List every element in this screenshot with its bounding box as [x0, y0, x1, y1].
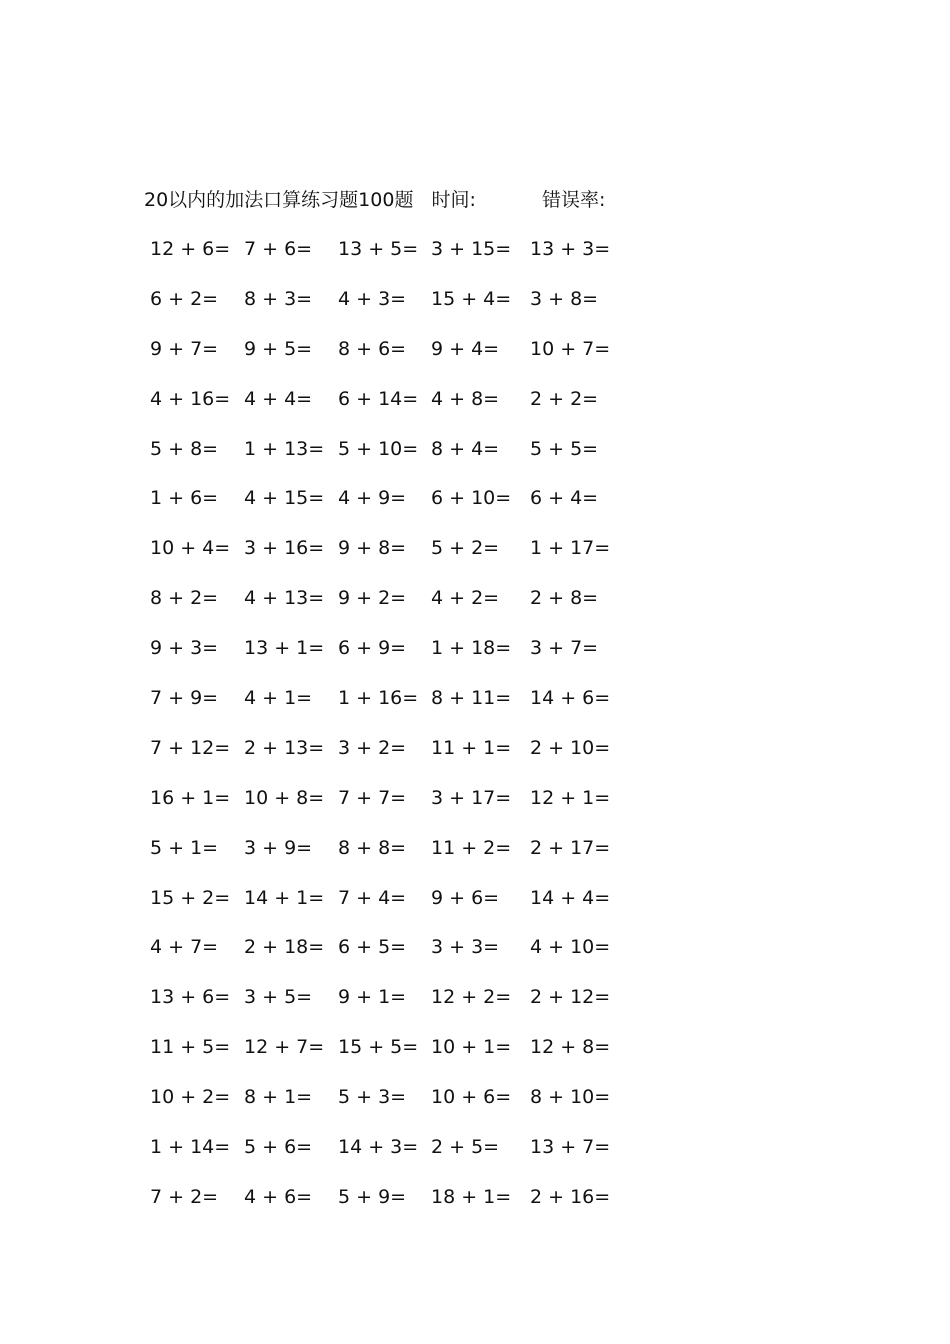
problem-item: 2 + 13=: [244, 736, 325, 759]
problem-item: 11 + 1=: [431, 736, 512, 759]
problem-item: 3 + 9=: [244, 836, 313, 859]
problem-item: 10 + 1=: [431, 1036, 512, 1059]
problem-item: 9 + 3=: [150, 637, 219, 660]
problem-item: 5 + 10=: [338, 437, 419, 460]
problem-item: 4 + 10=: [530, 936, 611, 959]
problem-item: 9 + 6=: [431, 886, 500, 909]
problem-item: 7 + 12=: [150, 736, 231, 759]
problem-item: 12 + 7=: [244, 1036, 325, 1059]
problem-item: 8 + 3=: [244, 287, 313, 310]
problem-item: 3 + 2=: [338, 736, 407, 759]
problem-item: 2 + 10=: [530, 736, 611, 759]
problem-item: 12 + 8=: [530, 1036, 611, 1059]
problem-item: 4 + 8=: [431, 387, 500, 410]
problem-item: 12 + 6=: [150, 238, 231, 260]
problem-item: 18 + 1=: [431, 1185, 512, 1208]
problem-item: 4 + 9=: [338, 487, 407, 510]
problem-item: 3 + 3=: [431, 936, 500, 959]
problem-item: 4 + 1=: [244, 687, 313, 710]
problem-item: 8 + 8=: [338, 836, 407, 859]
worksheet-header: [144, 186, 605, 214]
problem-item: 11 + 2=: [431, 836, 512, 859]
problem-item: 4 + 15=: [244, 487, 325, 510]
problem-item: 5 + 3=: [338, 1086, 407, 1109]
problem-item: 1 + 18=: [431, 637, 512, 660]
problem-item: 15 + 4=: [431, 287, 512, 310]
problem-item: 4 + 6=: [244, 1185, 313, 1208]
problem-item: 8 + 1=: [244, 1086, 313, 1109]
problem-item: 1 + 6=: [150, 487, 219, 510]
problem-item: 5 + 2=: [431, 537, 500, 560]
problem-item: 9 + 4=: [431, 337, 500, 360]
problem-item: 10 + 8=: [244, 786, 325, 809]
problem-item: 4 + 3=: [338, 287, 407, 310]
problem-item: 16 + 1=: [150, 786, 231, 809]
problem-item: 5 + 9=: [338, 1185, 407, 1208]
problem-item: 6 + 10=: [431, 487, 512, 510]
problem-item: 3 + 8=: [530, 287, 599, 310]
problem-item: 6 + 4=: [530, 487, 599, 510]
problem-item: 2 + 2=: [530, 387, 599, 410]
problem-item: 7 + 7=: [338, 786, 407, 809]
problem-item: 1 + 17=: [530, 537, 611, 560]
problem-item: 13 + 1=: [244, 637, 325, 660]
problem-item: 9 + 2=: [338, 587, 407, 610]
problem-item: 3 + 5=: [244, 986, 313, 1009]
problem-item: 7 + 6=: [244, 238, 313, 260]
problem-item: 10 + 2=: [150, 1086, 231, 1109]
problem-item: 14 + 4=: [530, 886, 611, 909]
problem-item: 13 + 5=: [338, 238, 419, 260]
problem-item: 2 + 12=: [530, 986, 611, 1009]
problem-item: 2 + 17=: [530, 836, 611, 859]
problem-item: 5 + 6=: [244, 1136, 313, 1159]
problem-item: 15 + 2=: [150, 886, 231, 909]
problem-item: 6 + 2=: [150, 287, 219, 310]
problem-item: 14 + 6=: [530, 687, 611, 710]
problem-item: 4 + 13=: [244, 587, 325, 610]
problem-item: 3 + 16=: [244, 537, 325, 560]
problem-item: 8 + 11=: [431, 687, 512, 710]
problem-item: 13 + 7=: [530, 1136, 611, 1159]
problem-item: 2 + 8=: [530, 587, 599, 610]
problem-item: 1 + 14=: [150, 1136, 231, 1159]
problem-item: 10 + 4=: [150, 537, 231, 560]
problem-item: 8 + 2=: [150, 587, 219, 610]
problem-item: 9 + 7=: [150, 337, 219, 360]
problem-item: 12 + 2=: [431, 986, 512, 1009]
problem-item: 13 + 6=: [150, 986, 231, 1009]
problem-item: 10 + 7=: [530, 337, 611, 360]
problem-item: 9 + 5=: [244, 337, 313, 360]
problem-item: 5 + 8=: [150, 437, 219, 460]
time-label: 时间:: [431, 189, 476, 211]
error-rate-label: 错误率:: [541, 189, 606, 211]
problem-item: 5 + 5=: [530, 437, 599, 460]
problem-item: 14 + 3=: [338, 1136, 419, 1159]
problem-item: 7 + 4=: [338, 886, 407, 909]
problem-item: 10 + 6=: [431, 1086, 512, 1109]
problem-item: 8 + 10=: [530, 1086, 611, 1109]
problem-item: 11 + 5=: [150, 1036, 231, 1059]
problem-item: 3 + 15=: [431, 238, 512, 260]
problem-item: 4 + 2=: [431, 587, 500, 610]
problem-item: 8 + 6=: [338, 337, 407, 360]
problem-item: 9 + 8=: [338, 537, 407, 560]
worksheet-title: 20以内的加法口算练习题100题: [144, 189, 414, 211]
problem-item: 3 + 17=: [431, 786, 512, 809]
problem-item: 2 + 5=: [431, 1136, 500, 1159]
problem-item: 6 + 5=: [338, 936, 407, 959]
problem-item: 2 + 16=: [530, 1185, 611, 1208]
problem-item: 1 + 16=: [338, 687, 419, 710]
problem-item: 2 + 18=: [244, 936, 325, 959]
problem-item: 3 + 7=: [530, 637, 599, 660]
problem-item: 4 + 4=: [244, 387, 313, 410]
problem-item: 9 + 1=: [338, 986, 407, 1009]
problem-item: 7 + 9=: [150, 687, 219, 710]
problem-item: 1 + 13=: [244, 437, 325, 460]
problem-item: 5 + 1=: [150, 836, 219, 859]
problem-item: 7 + 2=: [150, 1185, 219, 1208]
problem-item: 4 + 16=: [150, 387, 231, 410]
problem-item: 6 + 14=: [338, 387, 419, 410]
problem-item: 13 + 3=: [530, 238, 611, 260]
problem-item: 12 + 1=: [530, 786, 611, 809]
problem-item: 6 + 9=: [338, 637, 407, 660]
problem-item: 15 + 5=: [338, 1036, 419, 1059]
problem-item: 14 + 1=: [244, 886, 325, 909]
problem-item: 4 + 7=: [150, 936, 219, 959]
problem-item: 8 + 4=: [431, 437, 500, 460]
